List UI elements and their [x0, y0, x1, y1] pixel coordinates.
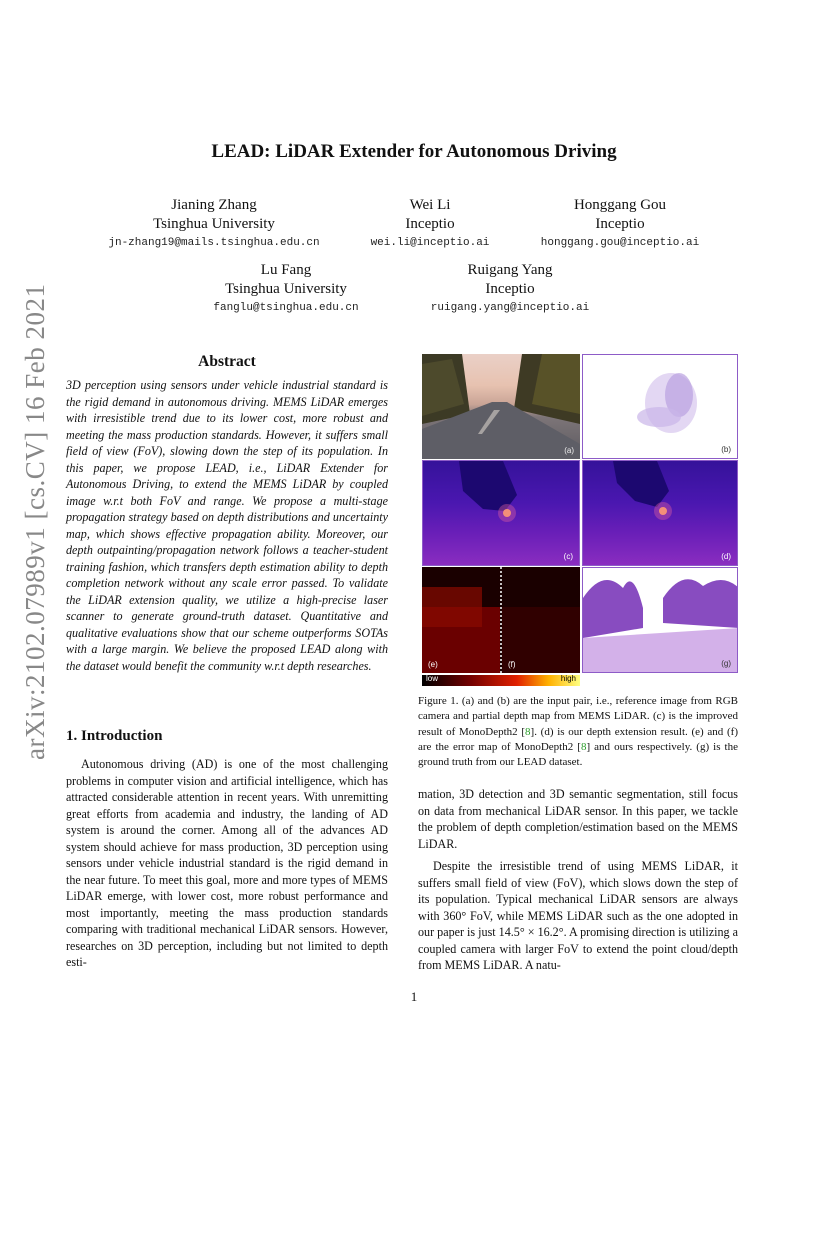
author-email: wei.li@inceptio.ai — [370, 237, 490, 249]
depth-map-illustration — [583, 461, 738, 566]
panel-label: (e) — [428, 660, 438, 669]
monodepth-result-panel — [422, 460, 580, 566]
author-affiliation: Inceptio — [405, 216, 455, 232]
caption-text: ]. (d) is our depth extension result. (e) and (f) are the error map of MonoDepth2 [ — [418, 725, 738, 753]
depth-map-illustration — [423, 461, 580, 566]
error-map-panel — [422, 567, 580, 673]
panel-label: (c) — [563, 552, 573, 561]
error-map-illustration — [422, 567, 580, 673]
author-affiliation: Tsinghua University — [225, 281, 347, 297]
abstract-heading: Abstract — [198, 353, 256, 370]
page-number: 1 — [410, 989, 418, 1004]
paper-title: LEAD: LiDAR Extender for Autonomous Driving — [211, 141, 617, 162]
error-colorbar — [422, 675, 580, 686]
panel-label: (g) — [721, 659, 731, 668]
abstract-text: 3D perception using sensors under vehicle industrial standard is the rigid demand in autonomous driving. MEMS LiDAR emerges with irresistible trend due to its lower cost, more robust and meeting the mass production standards. However, it suffers small field of view (FoV), slowing down the step of its population. In this paper, we propose LEAD, i.e., LiDAR Extender for Autonomous Driving, to extend the MEMS LiDAR by coupled image w.r.t both FoV and range. We propose a multi-stage propagation strategy based on depth distributions and uncertainty map, which shows effective propagation ability. Moreover, our depth outpainting/propagation network follows a teacher-student training fashion, which transfers depth estimation ability to depth completion network without any scale error passed. To validate the LiDAR extension quality, we utilize a high-precise laser scanner to generate ground-truth dataset. Quantitative and qualitative evaluations show that our scheme outperforms SOTAs with a large margin. We believe the proposed LEAD along with the dataset would benefit the community w.r.t depth researches. — [66, 378, 388, 673]
author-affiliation: Inceptio — [595, 216, 645, 232]
author-name: Jianing Zhang — [171, 197, 257, 213]
author-block — [540, 196, 700, 234]
author-block — [114, 196, 314, 234]
citation-link[interactable]: 8 — [525, 725, 531, 738]
author-email: honggang.gou@inceptio.ai — [540, 237, 700, 249]
arxiv-identifier: arXiv:2102.07989v1 [cs.CV] 16 Feb 2021 — [20, 283, 50, 760]
author-email: jn-zhang19@mails.tsinghua.edu.cn — [108, 237, 320, 249]
colorbar-high-label: high — [560, 674, 576, 683]
section-heading: 1. Introduction — [66, 728, 163, 744]
figure-caption — [418, 694, 738, 770]
point-cloud-illustration — [583, 355, 738, 459]
author-email: fanglu@tsinghua.edu.cn — [213, 302, 359, 314]
author-block — [370, 196, 490, 234]
author-name: Lu Fang — [260, 262, 312, 278]
author-name: Ruigang Yang — [467, 262, 553, 278]
panel-label: (a) — [564, 446, 574, 455]
panel-label: (d) — [721, 552, 731, 561]
author-block — [430, 261, 590, 299]
author-affiliation: Inceptio — [485, 281, 535, 297]
panel-label: (f) — [508, 660, 516, 669]
citation-link[interactable]: 8 — [580, 740, 587, 753]
author-name: Wei Li — [409, 197, 451, 213]
author-email: ruigang.yang@inceptio.ai — [430, 302, 590, 314]
colorbar-low-label: low — [426, 674, 439, 683]
sparse-depth-panel — [582, 354, 738, 459]
road-scene-illustration — [422, 354, 580, 459]
caption-text: Figure 1. (a) and (b) are the input pair, i.e., reference image from RGB camera and partial depth map from MEMS LiDAR. (c) is the improved result of MonoDepth2 [ — [418, 695, 738, 738]
caption-text: ] and ours respectively. (g) is the ground truth from our LEAD dataset. — [418, 740, 738, 769]
author-name: Honggang Gou — [573, 197, 667, 213]
rgb-image-panel — [422, 354, 580, 459]
ground-truth-illustration — [583, 568, 738, 673]
intro-paragraph — [66, 756, 388, 971]
author-affiliation: Tsinghua University — [153, 216, 275, 232]
figure-1 — [422, 354, 738, 687]
paragraph-text: Despite the irresistible trend of using MEMS LiDAR, it suffers small field of view (FoV), which slows down the step of its population. Typical mechanical LiDAR sensors are always with 360° FoV, while MEMS LiDAR such as the one adopted in our paper is just 14.5° × 16.2°. A promising direction is utilizing a coupled camera with larger FoV to extend the point cloud/depth from MEMS LiDAR. A natu- — [418, 859, 738, 972]
author-block — [186, 261, 386, 299]
right-column-text — [418, 786, 738, 974]
paragraph-text: mation, 3D detection and 3D semantic segmentation, still focus on data from mechanical LiDAR sensor. In this paper, we tackle the problem of depth completion/estimation based on the MEMS LiDAR. — [418, 787, 738, 851]
depth-extension-panel — [582, 460, 738, 566]
panel-label: (b) — [721, 445, 731, 454]
paragraph-text: Autonomous driving (AD) is one of the most challenging problems in computer vision and artificial intelligence, which has attracted considerable attention in recent years. With unremitting great efforts from academia and industry, the landing of AD system is around the corner. Among all of the advances AD system should achieve for mass production, 3D perception using sensors under vehicle industrial standard is the rigid demand in the near future. To meet this goal, more and more types of MEMS LiDAR emerge, with lower cost, more robust performance and most importantly, meeting the mass production standards comparing with traditional mechanical LiDAR sensors. However, researches on 3D perception, including but not limited to depth esti- — [66, 757, 388, 969]
ground-truth-panel — [582, 567, 738, 673]
